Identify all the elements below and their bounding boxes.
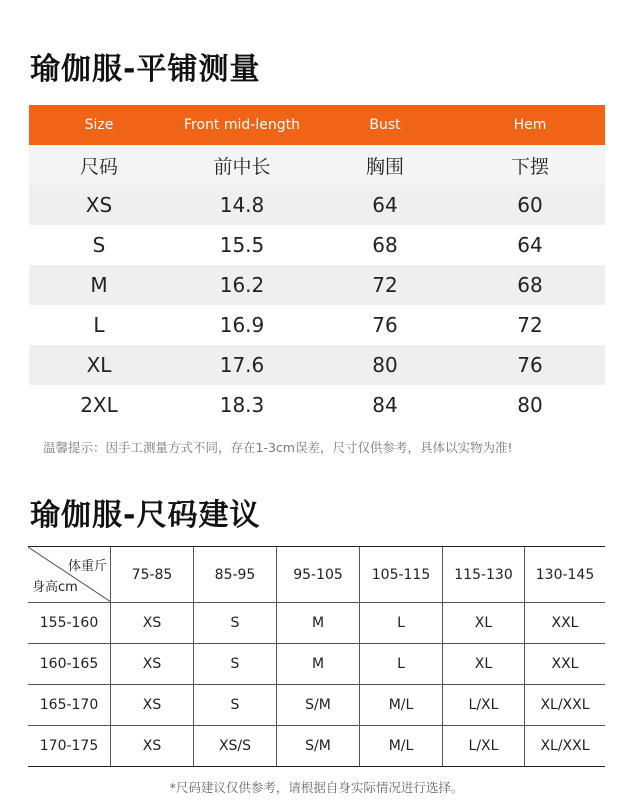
height-range: 160-165 — [28, 644, 111, 684]
size-cell: L/XL — [443, 726, 525, 766]
table-row — [28, 685, 605, 726]
table-row — [29, 345, 605, 385]
cell-length: 14.8 — [219, 193, 265, 217]
height-range: 165-170 — [28, 685, 111, 725]
cell-size: 2XL — [80, 393, 118, 417]
size-cell: L/XL — [443, 685, 525, 725]
recommend-title: 瑜伽服-尺码建议 — [30, 498, 261, 533]
size-cell: XL — [443, 603, 525, 643]
size-cell: M/L — [360, 685, 443, 725]
cell-bust: 84 — [372, 393, 398, 417]
cell-length: 16.9 — [219, 313, 265, 337]
size-cell: L — [360, 603, 443, 643]
size-cell: S/M — [277, 685, 360, 725]
cell-hem: 80 — [517, 393, 543, 417]
size-cell: XL/XXL — [540, 697, 590, 713]
table-row — [29, 265, 605, 305]
table-row — [28, 726, 605, 766]
cell-hem: 76 — [517, 353, 543, 377]
cell-bust: 76 — [372, 313, 398, 337]
size-cell: XS — [111, 603, 194, 643]
size-cell: L — [360, 644, 443, 684]
measure-table — [29, 105, 605, 425]
header-cn-bust: 胸围 — [365, 155, 404, 178]
weight-range: 75-85 — [111, 547, 194, 602]
cell-hem: 64 — [517, 233, 543, 257]
size-cell: S/M — [277, 726, 360, 766]
header-size: Size — [84, 117, 114, 133]
cell-size: XS — [85, 193, 113, 217]
header-hem: Hem — [513, 117, 547, 133]
recommend-header-row — [28, 547, 605, 603]
cell-bust: 80 — [372, 353, 398, 377]
weight-label: 体重斤 — [67, 559, 107, 574]
size-cell: XXL — [551, 656, 579, 672]
height-label: 身高cm — [32, 580, 78, 595]
cell-bust: 72 — [372, 273, 398, 297]
size-cell: XXL — [551, 615, 579, 631]
table-row — [28, 603, 605, 644]
table-row — [29, 305, 605, 345]
size-cell: XL/XXL — [540, 738, 590, 754]
size-cell: XS — [111, 685, 194, 725]
table-row — [29, 185, 605, 225]
cell-hem: 60 — [517, 193, 543, 217]
cell-bust: 64 — [372, 193, 398, 217]
size-cell: M/L — [360, 726, 443, 766]
height-range: 155-160 — [28, 603, 111, 643]
table-row — [28, 644, 605, 685]
weight-range: 95-105 — [277, 547, 360, 602]
cell-length: 17.6 — [219, 353, 265, 377]
measure-header-en — [29, 105, 605, 145]
cell-size: L — [93, 313, 105, 337]
cell-size: S — [92, 233, 106, 257]
weight-range: 105-115 — [360, 547, 443, 602]
header-front-length: Front mid-length — [184, 117, 300, 133]
header-cn-hem: 下摆 — [510, 155, 549, 178]
height-range: 170-175 — [28, 726, 111, 766]
cell-size: M — [90, 273, 108, 297]
cell-size: XL — [86, 353, 112, 377]
cell-hem: 68 — [517, 273, 543, 297]
weight-range: 130-145 — [535, 566, 595, 583]
size-cell: S — [194, 603, 277, 643]
cell-bust: 68 — [372, 233, 398, 257]
table-row — [29, 385, 605, 425]
weight-range: 85-95 — [194, 547, 277, 602]
cell-length: 15.5 — [219, 233, 265, 257]
size-cell: XL — [443, 644, 525, 684]
size-cell: S — [194, 685, 277, 725]
size-cell: XS — [111, 726, 194, 766]
cell-length: 18.3 — [219, 393, 265, 417]
size-cell: XS — [111, 644, 194, 684]
size-cell: M — [277, 603, 360, 643]
measure-title: 瑜伽服-平铺测量 — [30, 52, 261, 87]
weight-range: 115-130 — [443, 547, 525, 602]
header-cn-front-length: 前中长 — [213, 155, 271, 178]
table-row — [29, 225, 605, 265]
cell-length: 16.2 — [219, 273, 265, 297]
size-cell: S — [194, 644, 277, 684]
measure-header-cn — [29, 145, 605, 185]
header-bust: Bust — [369, 117, 401, 133]
size-cell: XS/S — [194, 726, 277, 766]
size-recommend-table — [28, 546, 605, 767]
corner-cell — [28, 547, 111, 602]
recommend-note: *尺码建议仅供参考，请根据自身实际情况进行选择。 — [169, 780, 464, 795]
size-cell: M — [277, 644, 360, 684]
measure-note: 温馨提示：因手工测量方式不同，存在1-3cm误差，尺寸仅供参考，具体以实物为准! — [43, 440, 513, 455]
header-cn-size: 尺码 — [79, 155, 118, 178]
cell-hem: 72 — [517, 313, 543, 337]
